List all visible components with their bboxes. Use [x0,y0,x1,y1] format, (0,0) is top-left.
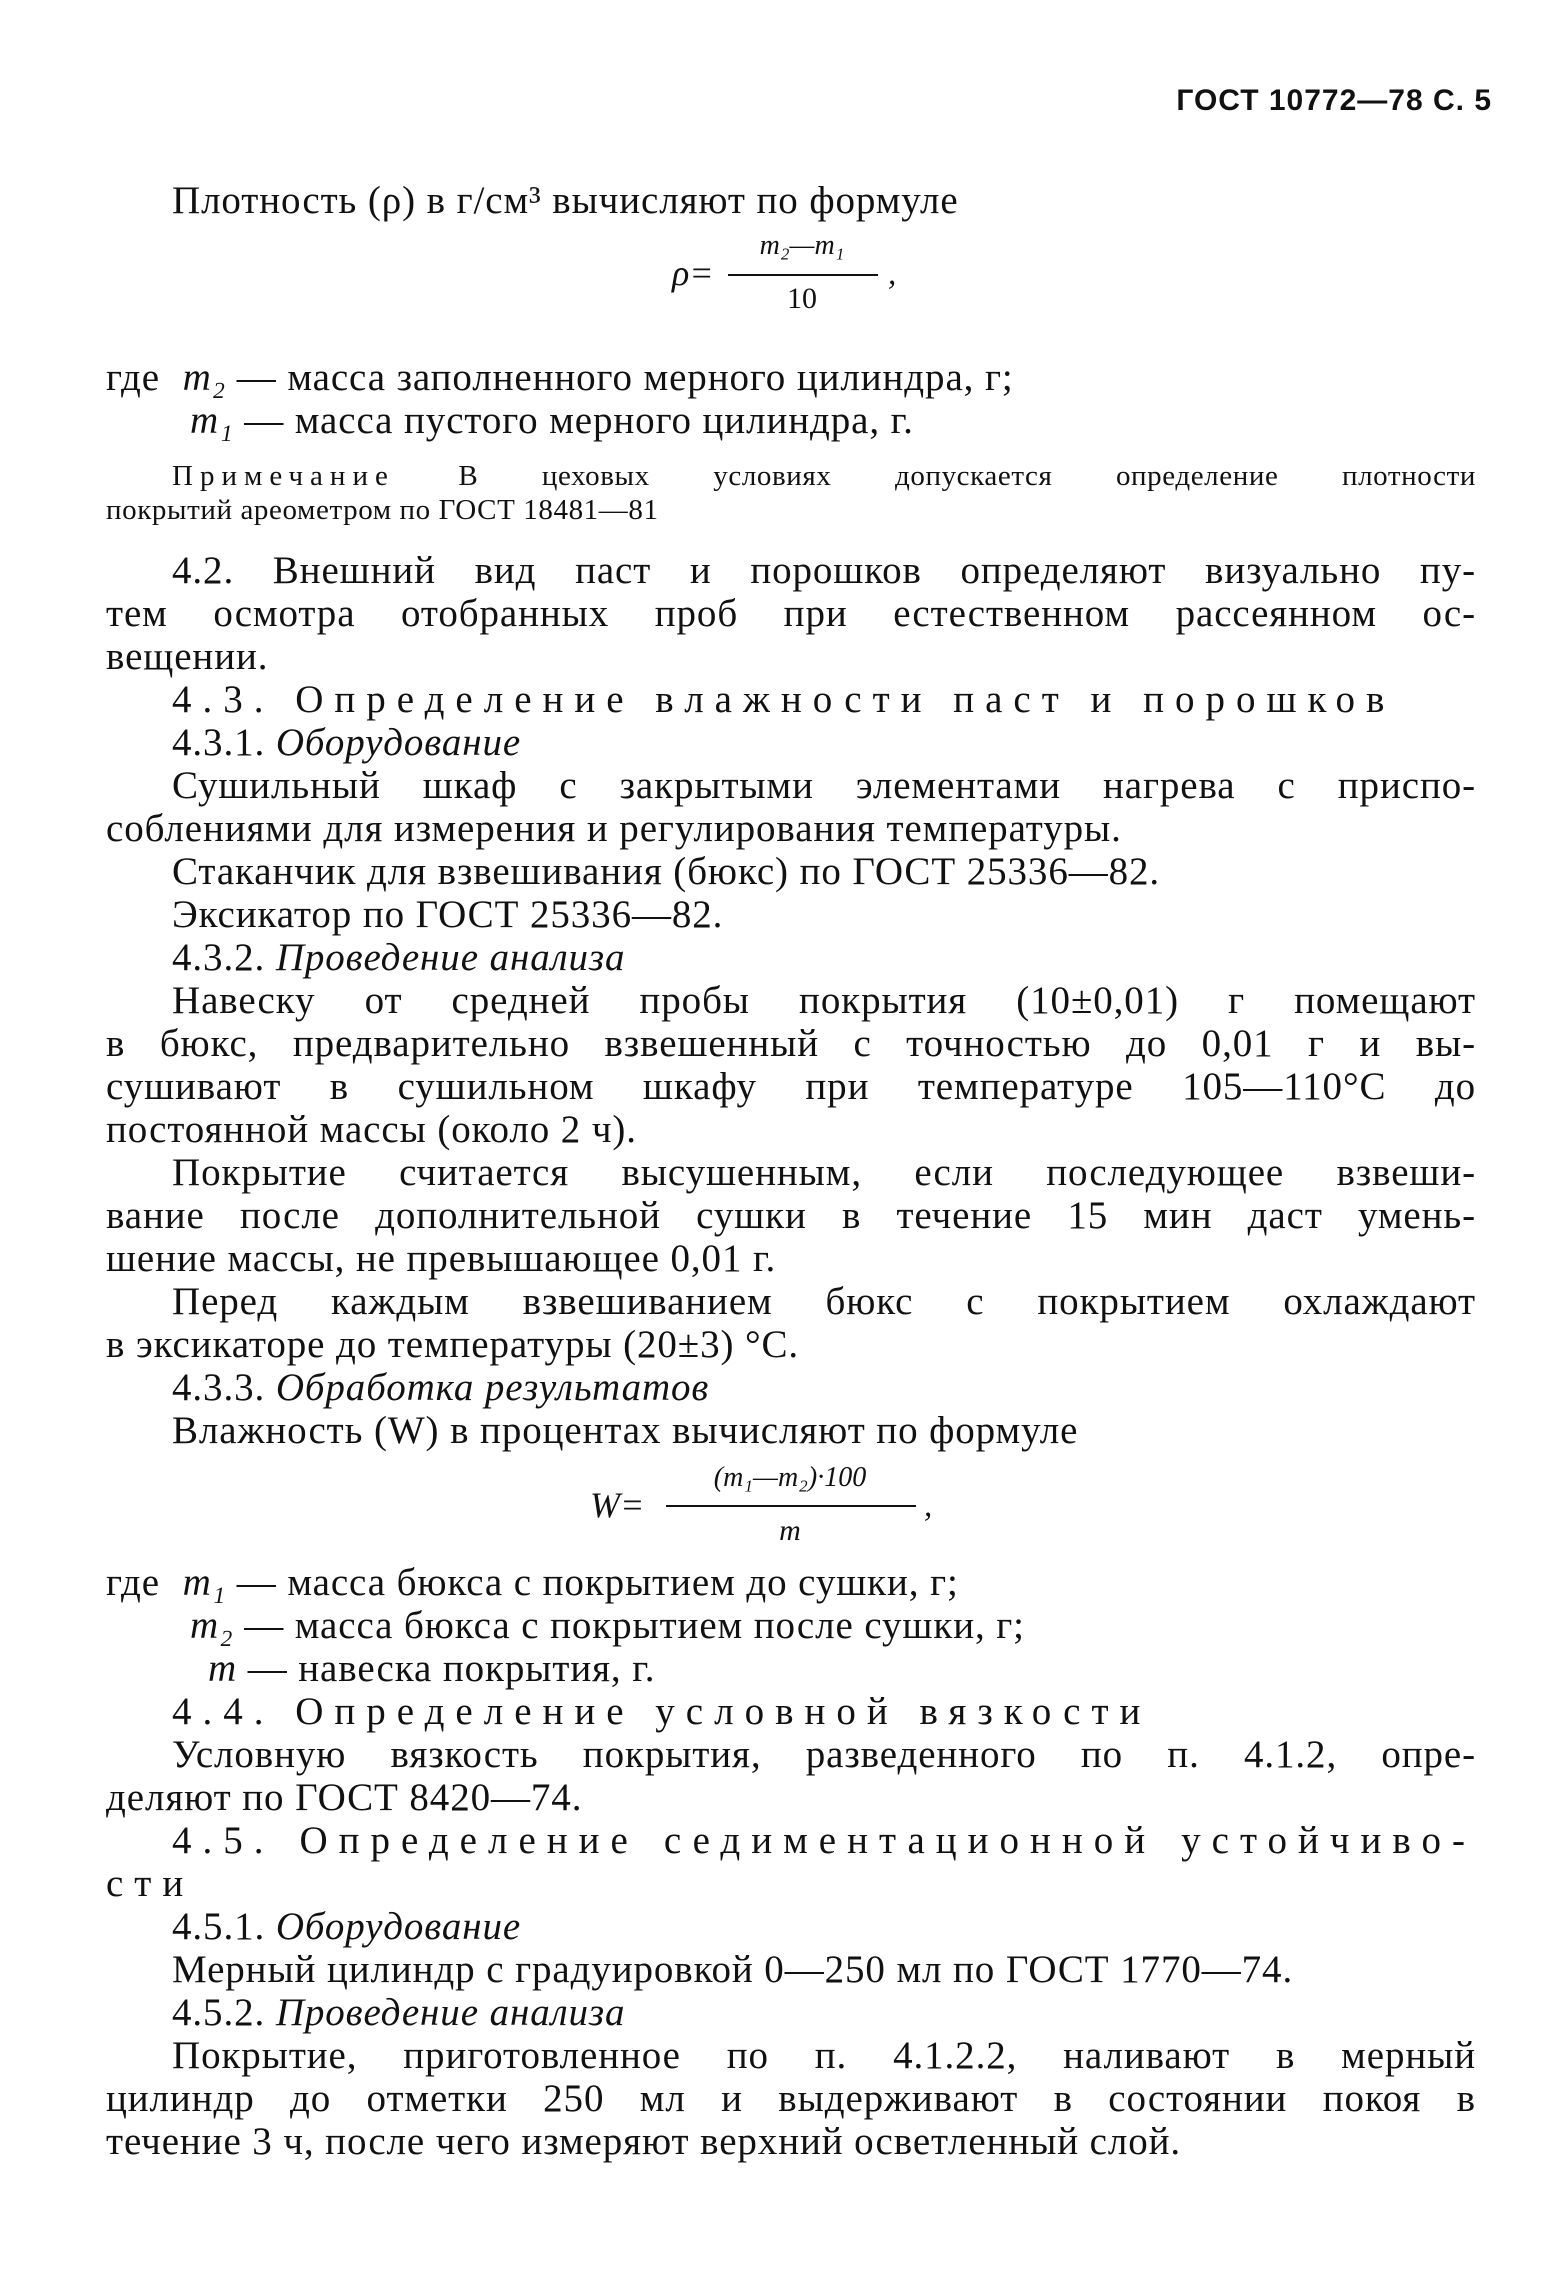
density-note-line1 [172,458,1476,494]
moisture-where-row [190,1603,1554,1649]
equipment-line: соблениями для измерения и регулирования температуры. [106,807,1122,850]
analysis-line: Покрытие считается высушенным, если последующее взвеши- [172,1151,1476,1194]
density-formula-comma: , [888,256,897,292]
density-formula-numerator: m₂—m₁ [759,230,845,261]
equipment-line: Сушильный шкаф с закрытыми элементами нагрева с приспо- [172,764,1476,807]
paragraph-4-4-line: деляют по ГОСТ 8420—74. [106,1776,583,1819]
subsection-title: Проведение анализа [275,1991,626,2034]
analysis-line: Навеску от средней пробы покрытия (10±0,01) г помещают [172,979,1476,1022]
subsection-4-3-2-heading [172,935,1476,981]
paragraph-4-5-2-line: цилиндр до отметки 250 мл и выдерживают в состоянии покоя в [106,2077,1476,2120]
where-symbol: m₂ [190,1604,234,1647]
paragraph-4-4-line: Условную вязкость покрытия, разведенного по п. 4.1.2, опре- [172,1733,1476,1776]
analysis-line: Перед каждым взвешиванием бюкс с покрытием охлаждают [172,1280,1476,1323]
equipment-line: Мерный цилиндр с градуировкой 0—250 мл по ГОСТ 1770—74. [172,1948,1294,1991]
paragraph-4-5-2-line: течение 3 ч, после чего измеряют верхний осветленный слой. [106,2120,1182,2163]
density-where-row [190,398,1554,444]
density-formula-lhs: ρ= [672,253,714,293]
subsection-number: 4.3.2. [172,936,266,979]
analysis-line: постоянной массы (около 2 ч). [106,1108,637,1151]
subsection-4-5-2-heading [172,1990,1476,2036]
note-text: В цеховых условиях допускается определение плотности [458,460,1476,492]
subsection-number: 4.3.3. [172,1366,266,1409]
subsection-4-3-1-heading [172,720,1476,766]
subsection-number: 4.5.2. [172,1991,266,2034]
subsection-title: Оборудование [275,721,522,764]
subsection-title: Оборудование [275,1905,522,1948]
analysis-line: вание после дополнительной сушки в течение 15 мин даст умень- [106,1194,1476,1237]
section-4-4-heading: 4.4. Определение условной вязкости [172,1690,1152,1733]
moisture-formula-denominator: m [779,1514,801,1547]
where-symbol: m₁ [182,1561,227,1604]
moisture-intro: Влажность (W) в процентах вычисляют по формуле [172,1409,1079,1452]
density-formula-bar [728,274,878,276]
where-prefix: где [106,356,160,399]
where-text: — масса бюкса с покрытием после сушки, г; [244,1604,1025,1647]
paragraph-4-2-line: 4.2. Внешний вид паст и порошков определяют визуально пу- [172,549,1476,592]
where-text: — масса пустого мерного цилиндра, г. [244,399,914,442]
where-symbol: m₂ [182,356,227,399]
analysis-line: шение массы, не превышающее 0,01 г. [106,1237,777,1280]
moisture-where-row [208,1646,1554,1692]
moisture-formula-comma: , [924,1488,933,1524]
subsection-4-5-1-heading [172,1904,1476,1950]
equipment-line: Стаканчик для взвешивания (бюкс) по ГОСТ 25336—82. [172,850,1161,893]
subsection-title: Обработка результатов [275,1366,710,1409]
subsection-title: Проведение анализа [275,936,626,979]
subsection-number: 4.3.1. [172,721,266,764]
where-text: — навеска покрытия, г. [247,1647,656,1690]
where-prefix: где [106,1561,160,1604]
paragraph-4-2-line: тем осмотра отобранных проб при естественном рассеянном ос- [106,592,1476,635]
moisture-formula-bar [666,1505,916,1507]
analysis-line: сушивают в сушильном шкафу при температуре 105—110°С до [106,1065,1476,1108]
density-note-line2: покрытий ареометром по ГОСТ 18481—81 [106,494,659,526]
where-symbol: m [208,1647,238,1690]
moisture-where-row [106,1560,1476,1606]
density-intro: Плотность (ρ) в г/см³ вычисляют по формуле [172,179,959,222]
section-4-5-heading-line1: 4.5. Определение седиментационной устойчиво- [172,1819,1476,1862]
analysis-line: в эксикаторе до температуры (20±3) °С. [106,1323,800,1366]
paragraph-4-2-line: вещении. [106,635,269,678]
section-4-5-heading-line2: сти [106,1862,195,1905]
density-formula-denominator: 10 [787,282,817,315]
where-text: — масса бюкса с покрытием до сушки, г; [236,1561,959,1604]
note-label: Примечание [172,460,395,492]
moisture-formula-numerator: (m₁—m₂)·100 [713,1462,867,1493]
running-header: ГОСТ 10772—78 С. 5 [1176,84,1492,117]
where-text: — масса заполненного мерного цилиндра, г; [236,356,1014,399]
moisture-formula-lhs: W= [590,1485,645,1525]
subsection-number: 4.5.1. [172,1905,266,1948]
analysis-line: в бюкс, предварительно взвешенный с точностью до 0,01 г и вы- [106,1022,1476,1065]
where-symbol: m₁ [190,399,234,442]
density-where-row [106,355,1476,401]
subsection-4-3-3-heading [172,1365,1476,1411]
paragraph-4-5-2-line: Покрытие, приготовленное по п. 4.1.2.2, наливают в мерный [172,2034,1476,2077]
equipment-line: Эксикатор по ГОСТ 25336—82. [172,893,724,936]
section-4-3-heading: 4.3. Определение влажности паст и порошков [172,678,1396,721]
